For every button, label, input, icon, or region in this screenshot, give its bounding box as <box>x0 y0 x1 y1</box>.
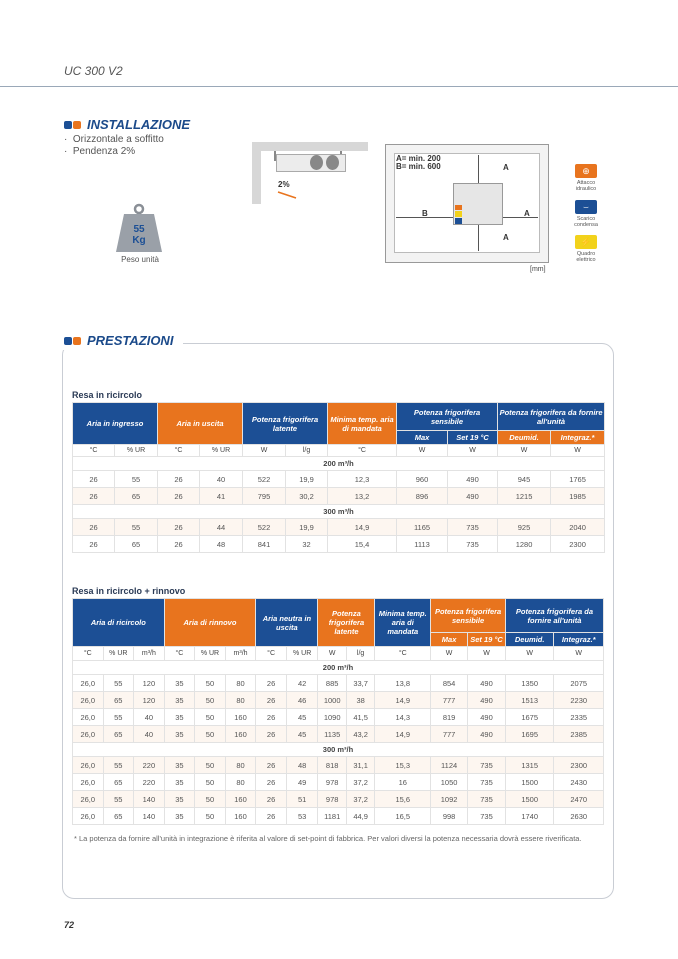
table-ricircolo-rinnovo <box>72 598 604 825</box>
subheader-integraz: Integraz.* <box>551 431 605 445</box>
ceiling <box>252 142 368 151</box>
page-number: 72 <box>64 920 75 930</box>
table-row: 26,0 65 220 35 50 80 26 49 978 37,2 16 1050 735 1500 2430 <box>73 774 604 791</box>
header-aria-uscita: Aria in uscita <box>158 403 243 445</box>
ceiling-slope-diagram <box>252 142 368 206</box>
flow-row: 300 m³/h <box>73 743 604 757</box>
subheader-set19: Set 19 °C <box>468 633 506 647</box>
installazione-title: INSTALLAZIONE <box>87 117 191 132</box>
header-potenza-fornire: Potenza frigorifera da fornire all'unità <box>498 403 605 431</box>
section-marker-icon <box>64 337 72 345</box>
table2-title: Resa in ricircolo + rinnovo <box>72 586 186 596</box>
hydraulic-connection-icon: ⊕ <box>575 164 597 178</box>
header-aria-neutra: Aria neutra in uscita <box>256 599 318 647</box>
header-divider <box>0 86 678 87</box>
weight-caption: Peso unità <box>121 255 159 264</box>
subheader-integraz: Integraz.* <box>554 633 604 647</box>
installation-bullets <box>64 134 164 158</box>
subheader-deumid: Deumid. <box>505 633 553 647</box>
flow-row: 300 m³/h <box>73 505 605 519</box>
subheader-max: Max <box>431 633 468 647</box>
weight-label: 55 Kg <box>132 224 146 246</box>
header-potenza-sensibile: Potenza frigorifera sensibile <box>397 403 498 431</box>
table-row: 26,0 65 40 35 50 160 26 45 1135 43,2 14,9 777 490 1695 2385 <box>73 726 604 743</box>
header-min-temp: Minima temp. aria di mandata <box>328 403 397 445</box>
legend-condensate: ⌣ Scarico condensa <box>574 202 598 228</box>
installazione-heading <box>64 116 190 134</box>
table-row: 26,0 65 120 35 50 80 26 46 1000 38 14,9 777 490 1513 2230 <box>73 692 604 709</box>
section-marker-icon <box>73 337 81 345</box>
clearance-a-bottom: A <box>503 233 509 242</box>
section-marker-icon <box>64 121 72 129</box>
clearance-legend: A= min. 200 B= min. 600 <box>396 154 441 171</box>
flow-row: 200 m³/h <box>73 457 605 471</box>
header-aria-ingresso: Aria in ingresso <box>73 403 158 445</box>
header-aria-ricircolo: Aria di ricircolo <box>73 599 165 647</box>
legend-electric: ⚡ Quadro elettrico <box>576 237 596 263</box>
table-row: 26 55 26 40 522 19,9 12,3 960 490 945 1765 <box>73 471 605 488</box>
bullet-item: · Orizzontale a soffitto <box>64 134 164 145</box>
header-potenza-latente: Potenza frigorifera latente <box>318 599 375 647</box>
bullet-item: · Pendenza 2% <box>64 146 136 157</box>
subheader-max: Max <box>397 431 448 445</box>
subheader-deumid: Deumid. <box>498 431 551 445</box>
table-row: 26,0 55 120 35 50 80 26 42 885 33,7 13,8 854 490 1350 2075 <box>73 675 604 692</box>
clearance-b-left: B <box>422 209 428 218</box>
clearance-a-right: A <box>524 209 530 218</box>
prestazioni-heading <box>58 332 183 350</box>
wall <box>252 142 261 204</box>
prestazioni-title: PRESTAZIONI <box>87 333 174 348</box>
table-row: 26 65 26 41 795 30,2 13,2 896 490 1215 1985 <box>73 488 605 505</box>
document-model-title: UC 300 V2 <box>64 64 123 78</box>
electric-panel-icon: ⚡ <box>575 235 597 249</box>
table-row: 26 65 26 48 841 32 15,4 1113 735 1280 2300 <box>73 536 605 553</box>
clearance-a-top: A <box>503 163 509 172</box>
header-min-temp: Minima temp. aria di mandata <box>375 599 431 647</box>
table-row: 26,0 55 40 35 50 160 26 45 1090 41,5 14,3 819 490 1675 2335 <box>73 709 604 726</box>
header-potenza-fornire: Potenza frigorifera da fornire all'unità <box>505 599 603 633</box>
header-potenza-sensibile: Potenza frigorifera sensibile <box>431 599 506 633</box>
header-potenza-latente: Potenza frigorifera latente <box>243 403 328 445</box>
slope-arrow-icon <box>276 189 300 201</box>
units-row: °C % UR °C % UR W l/g °C W W W W <box>73 445 605 457</box>
table1-title: Resa in ricircolo <box>72 390 143 400</box>
subheader-set19: Set 19 °C <box>448 431 498 445</box>
condensate-drain-icon: ⌣ <box>575 200 597 214</box>
header-aria-rinnovo: Aria di rinnovo <box>164 599 256 647</box>
table-row: 26,0 65 140 35 50 160 26 53 1181 44,9 16,5 998 735 1740 2630 <box>73 808 604 825</box>
table-ricircolo <box>72 402 605 553</box>
slope-label: 2% <box>278 180 290 189</box>
table-row: 26,0 55 220 35 50 80 26 48 818 31,1 15,3 1124 735 1315 2300 <box>73 757 604 774</box>
footnote: * La potenza da fornire all'unità in integrazione è riferita al valore di set-point di fabbrica. Per valori diversi la potenza necessaria dovrà essere riverificata. <box>74 834 582 843</box>
unit-mm-label: [mm] <box>530 266 546 273</box>
legend-hydraulic: ⊕ Attacco idraulico <box>575 166 597 192</box>
table-row: 26 55 26 44 522 19,9 14,9 1165 735 925 2040 <box>73 519 605 536</box>
units-row: °C % UR m³/h °C % UR m³/h °C % UR W l/g °C W W W W <box>73 647 604 661</box>
flow-row: 200 m³/h <box>73 661 604 675</box>
table-row: 26,0 55 140 35 50 160 26 51 978 37,2 15,6 1092 735 1500 2470 <box>73 791 604 808</box>
clearance-diagram <box>385 144 549 263</box>
section-marker-icon <box>73 121 81 129</box>
